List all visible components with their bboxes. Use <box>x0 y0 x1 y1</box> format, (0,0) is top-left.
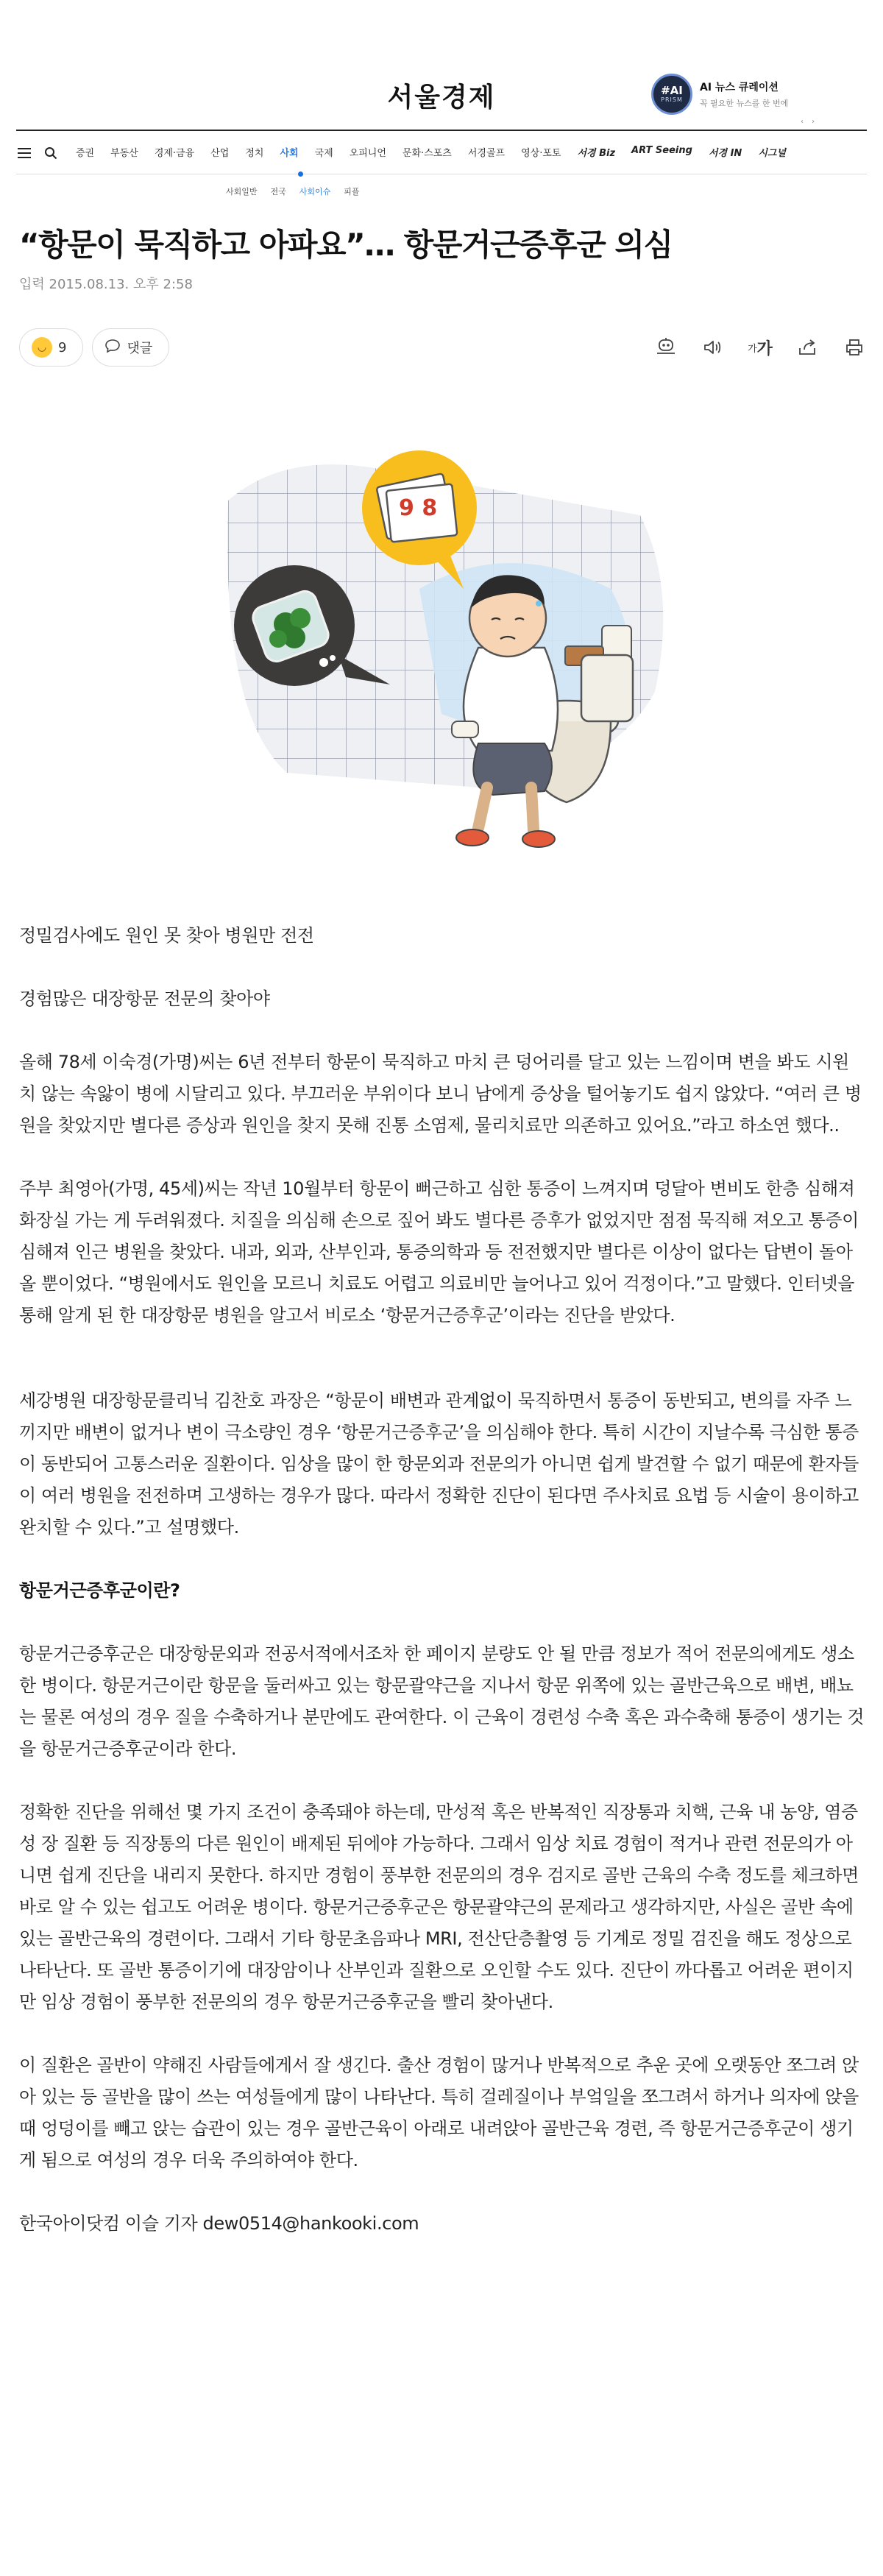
article-byline: 한국아이닷컴 이슬 기자 dew0514@hankooki.com <box>19 2213 419 2234</box>
nav-item-politics[interactable]: 정치 <box>245 148 264 159</box>
nav-top-border <box>16 130 867 131</box>
section-title: 항문거근증후군이란? <box>19 1580 180 1601</box>
article-paragraph-3: 세강병원 대장항문클리닉 김찬호 과장은 “항문이 배변과 관계없이 묵직하면서 통증이 동반되고, 변의를 자주 느끼지만 배변이 없거나 변이 극소량인 경우 ‘항문거근증후군’을 의심해야 한다. 특히 시간이 지날수록 극심한 통증이 동반되어 고통스러운 질환이다. 임상을 많이 한 항문외과 전문의가 아니면 쉽게 발견할 수 없기 때문에 환자들이 여러 병원을 전전하며 고생하는 경우가 많다. 따라서 정확한 진단이 된다면 주사치료 요법 등 시술이 용이하고 완치할 수 있다.”고 설명했다. <box>19 1390 859 1538</box>
font-size-icon[interactable]: 가 가 <box>748 339 773 358</box>
nav-item-video-photo[interactable]: 영상·포토 <box>521 148 561 159</box>
speaker-icon[interactable] <box>701 335 726 360</box>
reaction-count: 9 <box>58 339 67 355</box>
smile-emoji-icon: ◡ <box>32 337 52 358</box>
article-date: 입력 2015.08.13. 오후 2:58 <box>19 277 193 292</box>
article-illustration <box>199 405 684 861</box>
ai-reader-icon[interactable] <box>653 335 678 360</box>
nav-item-realestate[interactable]: 부동산 <box>110 148 138 159</box>
reaction-bar <box>19 328 169 367</box>
nav-item-society[interactable]: 사회 <box>280 148 299 159</box>
nav-item-industry[interactable]: 산업 <box>210 148 230 159</box>
calendar-digits: 9 8 <box>399 495 438 521</box>
hamburger-icon[interactable] <box>16 145 32 161</box>
nav-item-golf[interactable]: 서경골프 <box>467 148 506 159</box>
active-nav-indicator <box>298 171 303 177</box>
article-subtitle-2: 경험많은 대장항문 전문의 찾아야 <box>19 988 270 1009</box>
main-nav <box>16 140 69 166</box>
comment-label: 댓글 <box>127 341 153 356</box>
subnav-item-national[interactable]: 전국 <box>270 187 286 197</box>
print-icon[interactable] <box>842 335 867 360</box>
site-logo[interactable]: 서울경제 <box>387 82 496 113</box>
subnav-item-general[interactable]: 사회일반 <box>226 187 258 197</box>
search-icon[interactable] <box>43 145 59 161</box>
ai-banner-subtitle: 꼭 필요한 뉴스를 한 번에 <box>700 99 789 108</box>
reaction-button[interactable] <box>19 328 83 367</box>
article-subtitle-1: 정밀검사에도 원인 못 찾아 병원만 전전 <box>19 925 314 946</box>
nav-item-opinion[interactable]: 오피니언 <box>349 148 386 159</box>
nav-item-economy[interactable]: 경제·금융 <box>154 148 195 159</box>
subnav-item-people[interactable]: 피플 <box>344 187 360 197</box>
article-toolbar <box>653 335 867 360</box>
sub-nav <box>226 185 373 197</box>
article-paragraph-1: 올해 78세 이숙경(가명)씨는 6년 전부터 항문이 묵직하고 마치 큰 덩어리를 달고 있는 느낌이며 변을 봐도 시원치 않는 속앓이 병에 시달리고 있다. 부끄러운 부위이다 보니 남에게 증상을 털어놓기도 쉽지 않았다. “여러 큰 병원을 찾았지만 별다른 증상과 원인을 찾지 못해 진통 소염제, 물리치료만 의존하고 있어요.”라고 하소연 했다.. <box>19 1052 862 1136</box>
banner-arrows[interactable]: ‹ › <box>801 118 818 126</box>
nav-item-international[interactable]: 국제 <box>314 148 333 159</box>
subnav-item-issue[interactable]: 사회이슈 <box>299 187 331 197</box>
article-paragraph-2: 주부 최영아(가명, 45세)씨는 작년 10월부터 항문이 뻐근하고 심한 통증이 느껴지며 덩달아 변비도 한층 심해져 화장실 가는 게 두려워졌다. 치질을 의심해 손으로 짚어 봐도 별다른 증후가 없었지만 점점 묵직해 져오고 통증이 심해져 인근 병원을 찾았다. 내과, 외과, 산부인과, 통증의학과 등 전전했지만 별다른 이상이 없다는 답변이 돌아올 뿐이었다. “병원에서도 원인을 모르니 치료도 어렵고 의료비만 늘어나고 있어 걱정이다.”고 말했다. 인터넷을 통해 알게 된 한 대장항문 병원을 알고서 비로소 ‘항문거근증후군’이라는 진단을 받았다. <box>19 1178 859 1326</box>
nav-menu <box>76 145 802 159</box>
article-paragraph-5: 정확한 진단을 위해선 몇 가지 조건이 충족돼야 하는데, 만성적 혹은 반복적인 직장통과 치핵, 근육 내 농양, 염증성 장 질환 등 직장통의 다른 원인이 배제된 뒤에야 가능하다. 그래서 임상 치료 경험이 적거나 관련 전문의가 아니면 쉽게 진단을 내리지 못한다. 하지만 경험이 풍부한 전문의의 경우 검지로 골반 근육의 수축 정도를 체크하면 바로 알 수 있는 쉽고도 어려운 병이다. 항문거근증후군은 항문괄약근의 문제라고 생각하지만, 사실은 골반 속에 있는 골반근육의 경련이다. 그래서 기타 항문초음파나 MRI, 전산단층촬영 등 기계로 정밀 검진을 해도 정상으로 나타난다. 또 골반 통증이기에 대장암이나 산부인과 질환으로 오인할 수도 있다. 진단이 까다롭고 어려운 편이지만 임상 경험이 풍부한 전문의의 경우 항문거근증후군을 빨리 찾아낸다. <box>19 1802 859 2012</box>
nav-brand-signal[interactable]: 시그널 <box>758 148 786 159</box>
nav-item-culture-sports[interactable]: 문화·스포츠 <box>402 148 452 159</box>
nav-brand-in[interactable]: 서경 IN <box>708 148 742 159</box>
nav-item-stock[interactable]: 증권 <box>76 148 95 159</box>
article-paragraph-6: 이 질환은 골반이 약해진 사람들에게서 잘 생긴다. 출산 경험이 많거나 반복적으로 추운 곳에 오랫동안 쪼그려 앉아 있는 등 골반을 많이 쓰는 여성들에게 많이 나타난다. 특히 걸레질이나 부엌일을 쪼그려서 하거나 의자에 앉을 때 엉덩이를 빼고 앉는 습관이 있는 경우 골반근육이 아래로 내려앉아 골반근육 경련, 즉 항문거근증후군이 생기게 됨으로 여성의 경우 더욱 주의하여야 한다. <box>19 2055 859 2170</box>
article-paragraph-4: 항문거근증후군은 대장항문외과 전공서적에서조차 한 페이지 분량도 안 될 만큼 정보가 적어 전문의에게도 생소한 병이다. 항문거근이란 항문을 둘러싸고 있는 항문괄약근을 지나서 항문 위쪽에 있는 골반근육으로 배변, 배뇨는 물론 여성의 경우 질을 수축하거나 분만에도 관여한다. 이 근육이 경련성 수축 혹은 과수축해 통증이 생기는 것을 항문거근증후군이라 한다. <box>19 1643 865 1759</box>
ai-prism-badge: #AI PRISM <box>651 74 692 115</box>
nav-brand-biz[interactable]: 서경 Biz <box>577 148 616 159</box>
comment-button[interactable] <box>92 328 169 367</box>
comment-icon <box>104 339 121 357</box>
nav-brand-artseeing[interactable]: ART Seeing <box>631 145 692 156</box>
share-icon[interactable] <box>795 335 820 360</box>
article-body <box>19 920 865 2240</box>
article-headline: “항문이 묵직하고 아파요”… 항문거근증후군 의심 <box>19 227 673 263</box>
ai-news-banner[interactable] <box>651 74 788 115</box>
ai-banner-title: AI 뉴스 큐레이션 <box>700 82 779 93</box>
